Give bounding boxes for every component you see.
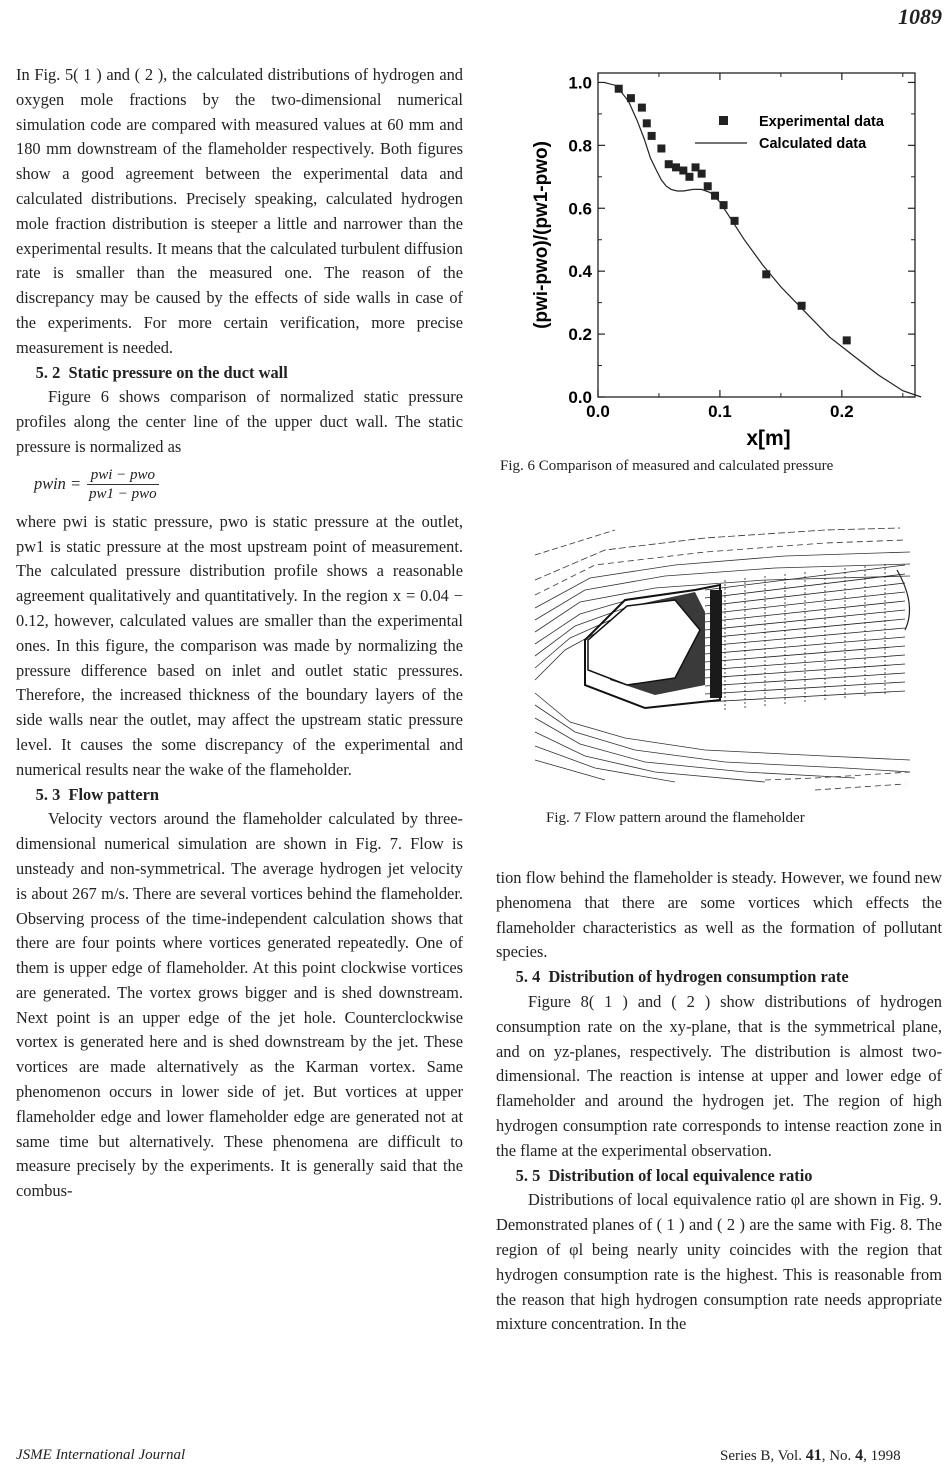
legend-marker-symbol [719,116,728,125]
paragraph-static-pressure: Figure 6 shows comparison of normalized static pressure profiles along the center line of the upper duct wall. The static pressure is normalized as [16,387,463,456]
fig7-caption: Fig. 7 Flow pattern around the flameholder [546,810,805,826]
x-tick-label: 0.2 [830,402,854,421]
formula-numerator: pwi − pwo [87,466,159,485]
section-5-5-heading [496,1164,942,1189]
fig6-pressure-chart [520,55,945,455]
section-title: Distribution of local equivalence ratio [548,1165,813,1185]
data-point-experimental [638,104,646,112]
data-point-experimental [665,160,673,168]
formula-lhs: pwin = [34,474,82,494]
legend-entry: Experimental data [759,114,884,130]
section-title: Flow pattern [68,784,160,804]
paragraph-flow-pattern: Velocity vectors around the flameholder calculated by three-dimensional numerical simulation are shown in Fig. 7. Flow is unsteady and non-symmetrical. The average hydrogen jet velocity is about 267 m/s. There are several vortices behind the flameholder. Observing process of the time-independent calculation shows that there are four points where vortices generated repeatedly. One of them is upper edge of flameholder. At this point clockwise vortices are generated. The vortex grows bigger and is shed downstream. Next point is an upper edge of the jet hole. Counterclockwise vortex is generated here and is shed downstream by the jet. These vortices are made alternatively as the Karman vortex. Same phenomenon occurs in lower side of jet. But vortices at upper flameholder edge and lower flameholder edge are generated not at same time but alternatively. These phenomena are difficult to measure precisely by the experiments. It is generally said that the combus- [16,809,463,1201]
flameholder-shape [585,585,722,708]
footer-volume: 41 [805,1447,822,1464]
section-number: 5. 4 [515,967,541,987]
paragraph-fig5-comparison: In Fig. 5( 1 ) and ( 2 ), the calculated distributions of hydrogen and oxygen mole fractions by the two-dimensional numerical simulation code are compared with measured values at 60 mm and 180 mm downstream of the flameholder respectively. Both figures show a good agreement between the experimental data and calculated distributions. Precisely speaking, calculated hydrogen mole fraction distribution is steeper a little and narrower than the experimental results. It means that the calculated turbulent diffusion rate is smaller than the measured one. The reason of the discrepancy may be caused by the effects of side walls in case of the experiments. For more certain verification, more precise measurement is needed. [16,65,463,357]
data-point-experimental [643,119,651,127]
footer-issue: 4 [855,1447,864,1464]
data-point-experimental [843,336,851,344]
footer-issue-prefix: , No. [821,1448,852,1464]
section-title: Distribution of hydrogen consumption rate [548,967,849,987]
left-column [16,63,463,1204]
page-number: 1089 [898,4,942,29]
normalization-formula [16,460,463,510]
paragraph-hydrogen-consumption: Figure 8( 1 ) and ( 2 ) show distributions of hydrogen consumption rate on the xy-plane, that is the symmetrical plane, and on yz-planes, respectively. The distribution is almost two-dimensional. The reaction is intense at upper and lower edge of flameholder and around the hydrogen jet. The region of high hydrogen consumption rate corresponds to intense reaction zone in the flame at the experimental observation. [496,991,942,1160]
section-title: Static pressure on the duct wall [68,362,288,382]
paragraph-pressure-definition: where pwi is static pressure, pwo is static pressure at the outlet, pw1 is static pressure at the most upstream point of measurement. The calculated pressure distribution profile shows a reasonable agreement qualitatively and quantitatively. In the region x = 0.04 − 0.12, however, calculated values are smaller than the experimental ones. In this figure, the comparison was made by normalizing the pressure difference based on inlet and outlet static pressures. Therefore, the increased thickness of the boundary layers of the side walls near the outlet, may affect the upstream static pressure level. It causes the some discrepancy of the experimental and numerical results near the wake of the flameholder. [16,511,463,779]
right-column [496,866,942,1337]
footer-citation [720,1447,901,1465]
x-tick-label: 0.0 [586,402,610,421]
data-point-experimental [711,192,719,200]
y-tick-label: 0.8 [568,136,592,156]
y-tick-label: 0.4 [568,262,592,282]
data-point-experimental [762,270,770,278]
y-tick-label: 0.0 [568,388,592,407]
y-tick-label: 1.0 [568,73,592,93]
data-point-experimental [685,173,693,181]
formula-fraction [85,466,161,503]
section-number: 5. 5 [515,1165,541,1185]
section-number: 5. 3 [35,784,61,804]
data-point-experimental [704,182,712,190]
data-point-experimental [698,170,706,178]
fig6-caption: Fig. 6 Comparison of measured and calculated pressure [500,458,834,474]
x-axis-label: x[m] [746,427,791,450]
data-point-experimental [672,163,680,171]
footer-year: , 1998 [863,1448,901,1464]
data-point-experimental [657,144,665,152]
footer-series: Series B, Vol. [720,1448,802,1464]
footer-journal: JSME International Journal [16,1447,186,1463]
section-5-2-heading [16,361,463,386]
y-axis-label: (pwi-pwo)/(pw1-pwo) [531,141,552,329]
y-tick-label: 0.6 [568,199,592,219]
paragraph-combustion-flow: tion flow behind the flameholder is steady. However, we found new phenomena that there are some vortices which effects the flameholder characteristics as well as the formation of pollutant species. [496,868,942,962]
x-tick-label: 0.1 [708,402,732,421]
paragraph-equivalence-ratio: Distributions of local equivalence ratio φl are shown in Fig. 9. Demonstrated planes of ( 1 ) and ( 2 ) are the same with Fig. 8. The region of φl being nearly unity coincides with the region that hydrogen consumption rate is the highest. This is reasonable from the reason that high hydrogen consumption rate needs appropriate mixture concentration. In the [496,1190,942,1334]
fig7-flow-pattern-image [525,510,925,795]
section-number: 5. 2 [35,362,61,382]
section-5-3-heading [16,783,463,808]
formula-denominator: pw1 − pwo [89,486,157,503]
section-5-4-heading [496,965,942,990]
legend-entry: Calculated data [759,136,867,152]
y-tick-label: 0.2 [568,325,592,345]
data-point-experimental [648,132,656,140]
